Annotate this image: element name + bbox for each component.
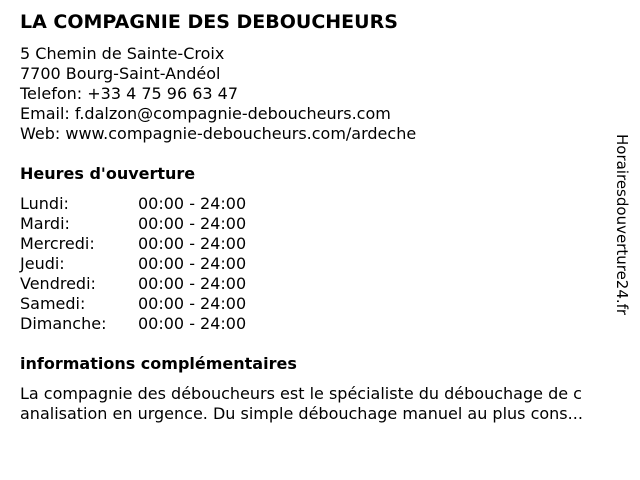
day-label: Mardi: (20, 214, 70, 233)
day-hours: 00:00 - 24:00 (138, 254, 247, 273)
hours-row-jeudi (20, 254, 246, 274)
day-label: Vendredi: (20, 274, 96, 293)
day-label: Samedi: (20, 294, 86, 313)
day-hours: 00:00 - 24:00 (138, 314, 247, 333)
day-label: Dimanche: (20, 314, 107, 333)
day-hours: 00:00 - 24:00 (138, 294, 247, 313)
city-line: 7700 Bourg-Saint-Andéol (20, 64, 221, 83)
day-hours: 00:00 - 24:00 (138, 194, 247, 213)
hours-table (20, 194, 246, 334)
hours-row-vendredi (20, 274, 246, 294)
phone-line: Telefon: +33 4 75 96 63 47 (20, 84, 239, 103)
description (20, 384, 628, 424)
info-heading: informations complémentaires (20, 354, 297, 373)
day-label: Jeudi: (20, 254, 65, 273)
hours-row-mercredi (20, 234, 246, 254)
email-line: Email: f.dalzon@compagnie-deboucheurs.com (20, 104, 391, 123)
site-watermark: Horairesdouverture24.fr (613, 134, 631, 316)
business-name: LA COMPAGNIE DES DEBOUCHEURS (20, 11, 398, 33)
street-address: 5 Chemin de Sainte-Croix (20, 44, 225, 63)
contact-block (20, 44, 416, 144)
hours-row-mardi (20, 214, 246, 234)
description-line: analisation en urgence. Du simple débouchage manuel au plus cons... (20, 404, 583, 423)
hours-row-samedi (20, 294, 246, 314)
hours-row-lundi (20, 194, 246, 214)
description-line: La compagnie des déboucheurs est le spécialiste du débouchage de c (20, 384, 582, 403)
day-hours: 00:00 - 24:00 (138, 214, 247, 233)
hours-row-dimanche (20, 314, 246, 334)
day-hours: 00:00 - 24:00 (138, 234, 247, 253)
day-label: Lundi: (20, 194, 69, 213)
hours-heading: Heures d'ouverture (20, 164, 196, 183)
day-label: Mercredi: (20, 234, 95, 253)
day-hours: 00:00 - 24:00 (138, 274, 247, 293)
web-line: Web: www.compagnie-deboucheurs.com/ardeche (20, 124, 417, 143)
